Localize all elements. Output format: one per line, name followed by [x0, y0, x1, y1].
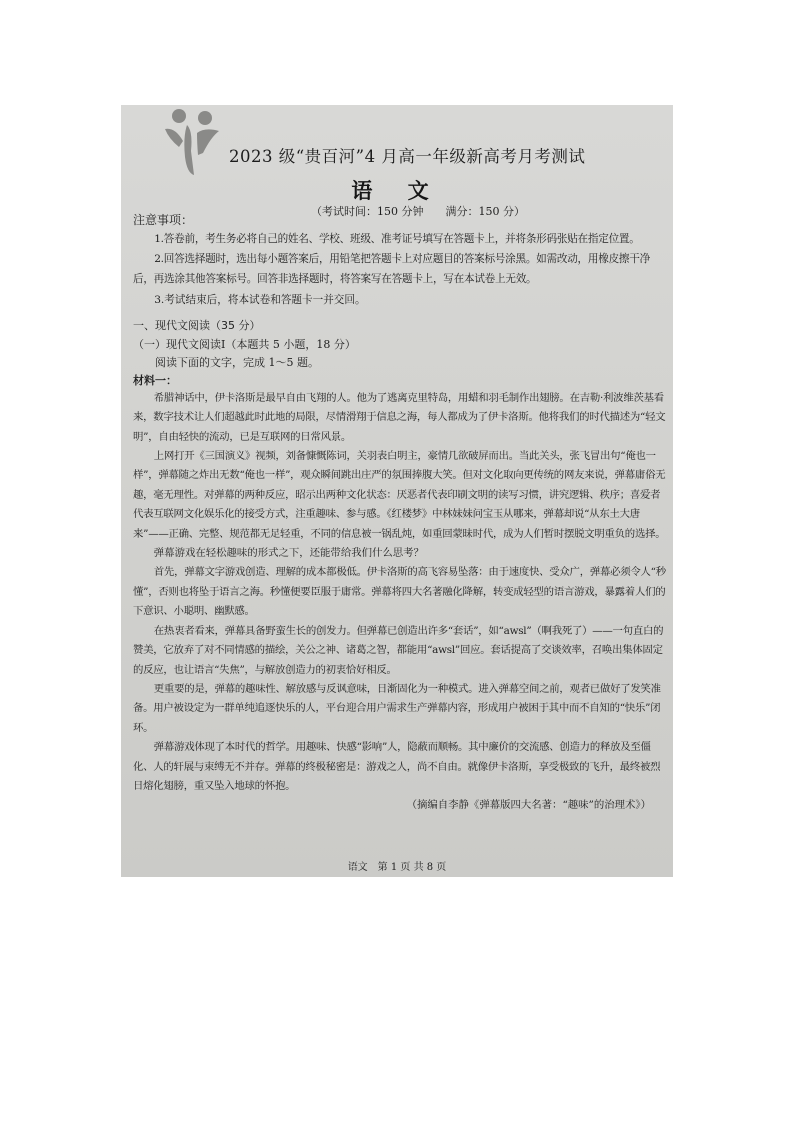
article-text	[133, 389, 669, 815]
article-paragraph: 首先，弹幕文字游戏创造、理解的成本都极低。伊卡洛斯的高飞容易坠落：由于速度快、受众广，弹幕必须令人“秒懂”，否则也将坠于语言之海。秒懂便要臣服于庸常。弹幕将四大名著融化降解，转变成轻型的语言游戏，暴露着人们的下意识、小聪明、幽默感。	[133, 566, 666, 618]
subsection-heading: （一）现代文阅读Ⅰ（本题共 5 小题，18 分）	[133, 337, 356, 351]
notes-list	[133, 229, 669, 310]
section-heading: 一、现代文阅读（35 分）	[133, 318, 261, 332]
article-paragraph: 希腊神话中，伊卡洛斯是最早自由飞翔的人。他为了逃离克里特岛，用蜡和羽毛制作出翅膀。在吉勒·利波维茨基看来，数字技术让人们超越此时此地的局限，尽情滑翔于信息之海，每人都成为了伊卡洛斯。他将我们的时代描述为“轻文明”，自由轻快的流动，已是互联网的日常风景。	[133, 391, 666, 443]
note-item: 2.回答选择题时，选出每小题答案后，用铅笔把答题卡上对应题目的答案标号涂黑。如需改动，用橡皮擦干净后，再选涂其他答案标号。回答非选择题时，将答案写在答题卡上，写在本试卷上无效。	[133, 253, 650, 286]
note-item: 3.考试结束后，将本试卷和答题卡一并交回。	[154, 293, 366, 306]
article-paragraph: 上网打开《三国演义》视频，刘备慷慨陈词，关羽表白明主，豪情几欲破屏而出。当此关头，张飞冒出句“俺也一样”，弹幕随之炸出无数“俺也一样”，观众瞬间跳出庄严的氛围捧腹大笑。但对文化取向更传统的网友来说，弹幕庸俗无趣，毫无理性。对弹幕的两种反应，昭示出两种文化状态：厌恶者代表印刷文明的读写习惯，讲究逻辑、秩序；喜爱者代表互联网文化娱乐化的接受方式，注重趣味、参与感。《红楼梦》中林妹妹问宝玉从哪来，弹幕却说“从东土大唐来”——正确、完整、规范都无足轻重，不同的信息被一锅乱炖，如重回蒙昧时代，成为人们暂时摆脱文明重负的选择。	[133, 450, 666, 540]
reading-instruction: 阅读下面的文字，完成 1～5 题。	[155, 355, 319, 369]
exam-page	[121, 105, 673, 877]
subject-title: 语 文	[351, 179, 443, 203]
article-paragraph: 在热衷者看来，弹幕具备野蛮生长的创发力。但弹幕已创造出许多“套话”，如“awsl”（啊我死了）——一句直白的赞美，它放弃了对不同情感的描绘，关公之神、诸葛之智，都能用“awsl”回应。套话提高了交谈效率，召唤出集体固定的反应，也让语言“失焦”，与解放创造力的初衷恰好相反。	[133, 624, 664, 676]
exam-title: 2023 级“贵百河”4 月高一年级新高考月考测试	[229, 147, 586, 166]
article-source: （摘编自李静《弹幕版四大名著：“趣味”的治理术》）	[406, 799, 651, 812]
article-paragraph: 更重要的是，弹幕的趣味性、解放感与反讽意味，日渐固化为一种模式。进入弹幕空间之前，观者已做好了发笑准备。用户被设定为一群单纯追逐快乐的人，平台迎合用户需求生产弹幕内容，形成用户被困于其中而不自知的“快乐”闭环。	[133, 682, 661, 734]
notes-heading: 注意事项：	[133, 213, 194, 227]
material-label: 材料一：	[133, 373, 177, 387]
page-footer: 语文 第 1 页 共 8 页	[347, 862, 447, 873]
note-item: 1.答卷前，考生务必将自己的姓名、学校、班级、准考证号填写在答题卡上，并将条形码张贴在指定位置。	[154, 233, 640, 245]
exam-body	[133, 229, 669, 814]
article-paragraph: 弹幕游戏在轻松趣味的形式之下，还能带给我们什么思考？	[153, 547, 424, 560]
exam-time-score: （考试时间：150 分钟 满分：150 分）	[311, 205, 525, 218]
school-logo-icon	[161, 107, 227, 177]
article-paragraph: 弹幕游戏体现了本时代的哲学。用趣味、快感“影响”人，隐蔽而顺畅。其中廉价的交流感、创造力的释放及至僵化、人的轩展与束缚无不并存。弹幕的终极秘密是：游戏之人，尚不自由。就像伊卡洛斯，享受极致的飞升，最终被烈日熔化翅膀，重又坠入地球的怀抱。	[133, 741, 661, 792]
